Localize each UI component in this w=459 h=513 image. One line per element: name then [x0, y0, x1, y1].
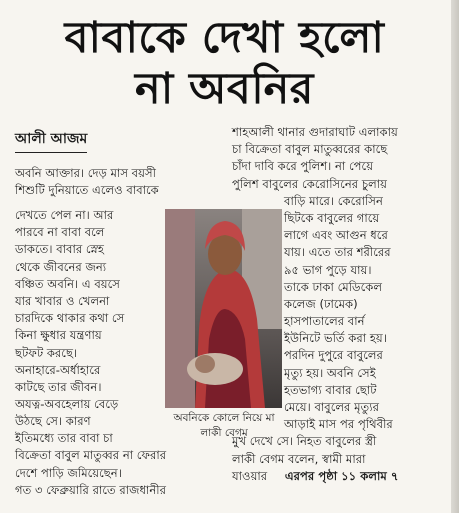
text-line: আড়াই মাস পর পৃথিবীর — [284, 417, 393, 432]
continuation-link[interactable]: এরপর পৃষ্ঠা ১১ কলাম ৭ — [284, 468, 399, 483]
text-line: মেয়ে। বাবুলের মৃত্যুর — [284, 400, 379, 414]
text-line: মুখ দেখে সে। নিহত বাবুলের স্ত্রী — [232, 434, 377, 449]
text-line: দেশে পাড়ি জমিয়েছেন। — [15, 465, 122, 480]
text-line: যায়। এতে তার শরীরের — [284, 245, 391, 260]
text-line: বঞ্চিত অবনি। এ বয়সে — [15, 276, 120, 291]
text-line: হাসপাতালের বার্ন — [284, 314, 365, 329]
text-line: বাড়ি মারে। কেরোসিন — [284, 193, 383, 208]
text-line: পরদিন দুপুরে বাবুলের — [284, 348, 383, 363]
text-line: শাহআলী থানার গুদারাঘাট এলাকায় — [232, 125, 398, 139]
text-line: ৯৫ ভাগ পুড়ে যায়। — [284, 262, 372, 277]
text-line: বিক্রেতা বাবুল মাতুব্বর না ফেরার — [15, 448, 167, 463]
text-line: গত ৩ ফেব্রুয়ারি রাতে রাজধানীর — [15, 482, 166, 497]
text-line: অনাহারে-অর্ধাহারে — [15, 362, 101, 377]
text-line: কাটছে তার জীবন। — [15, 379, 102, 394]
text-line: চারদিকে থাকার কথা সে — [15, 311, 125, 326]
text-line: পারবে না বাবা বলে — [15, 225, 105, 240]
text-line: অযত্ন-অবহেলায় বেড়ে — [15, 397, 119, 412]
column-1-top-text — [15, 165, 159, 199]
text-line: চাঁদা দাবি করে পুলিশ। না পেয়ে — [232, 159, 374, 174]
caption-line: লাকী বেগম — [200, 427, 248, 439]
author-byline: আলী আজম — [15, 127, 87, 153]
column-2-text — [232, 124, 398, 485]
text-line: কিনা ক্ষুধার যন্ত্রণায় — [15, 328, 102, 343]
headline-line-2: না অবনির — [135, 64, 314, 114]
text-line: তাকে ঢাকা মেডিকেল — [284, 279, 382, 294]
text-line: উঠছে সে। কারণ — [15, 414, 91, 428]
text-line: পুলিশ বাবুলের কেরোসিনের চুলায় — [232, 176, 387, 191]
text-line: লাগে এবং আগুন ধরে — [284, 228, 388, 243]
page-edge — [451, 0, 459, 513]
text-line: চা বিক্রেতা বাবুল মাতুব্বরের কাছে — [232, 142, 388, 157]
text-line: লাকী বেগম বলেন, স্বামী মারা — [232, 451, 366, 466]
text-line: অবনি আক্তার। দেড় মাস বয়সী — [15, 166, 156, 180]
text-line: কলেজ (ঢামেক) — [284, 296, 358, 311]
text-line — [232, 468, 398, 485]
text-line: ডাকতে। বাবার স্নেহ — [15, 242, 105, 257]
text-line: থেকে জীবনের জন্য — [15, 259, 107, 274]
text-line: মৃত্যু হয়। অবনি সেই — [284, 365, 376, 380]
text-line: ছিটকে বাবুলের গায়ে — [284, 210, 380, 225]
headline-line-1: বাবাকে দেখা হলো — [64, 13, 385, 63]
column-1-body-text — [15, 207, 157, 413]
column-1-tail-text — [15, 413, 166, 499]
text-line: হতভাগ্য বাবার ছোট — [284, 382, 377, 397]
text-fragment: যাওয়ার — [232, 468, 268, 483]
text-line: যার খাবার ও খেলনা — [15, 293, 110, 308]
text-line: ইতিমধ্যে তার বাবা চা — [15, 431, 113, 446]
text-line: শিশুটি দুনিয়াতে এলেও বাবাকে — [15, 183, 159, 198]
text-line: ছটফট করছে। — [15, 345, 78, 360]
text-line: ইউনিটে ভর্তি করা হয়। — [284, 331, 387, 346]
text-line: দেখতে পেল না। আর — [15, 208, 114, 222]
caption-line: অবনিকে কোলে নিয়ে মা — [173, 412, 275, 424]
